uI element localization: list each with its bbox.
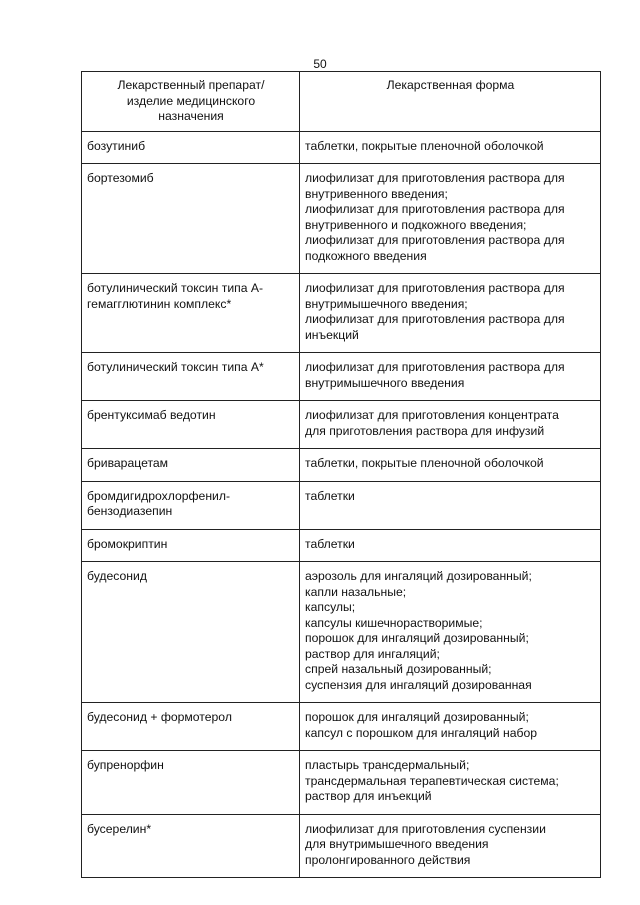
header-form: Лекарственная форма [300,72,601,132]
drug-form: таблетки, покрытые пленочной оболочкой [300,131,601,164]
drug-name: бортезомиб [82,164,300,274]
drug-name: будесонид + формотерол [82,703,300,751]
drug-form: пластырь трансдермальный; трансдермальная терапевтическая система; раствор для инъекций [300,751,601,815]
table-row [82,449,601,482]
table-row [82,401,601,449]
drug-form: лиофилизат для приготовления концентрата для приготовления раствора для инфузий [300,401,601,449]
table-row [82,131,601,164]
drug-name: бриварацетам [82,449,300,482]
table-row [82,562,601,703]
table-header-row [82,72,601,132]
drug-name: бромдигидрохлорфенил- бензодиазепин [82,481,300,529]
page-number: 50 [313,57,327,71]
table-row [82,274,601,353]
drug-form: таблетки, покрытые пленочной оболочкой [300,449,601,482]
drug-forms-table [81,71,601,878]
drug-form: лиофилизат для приготовления раствора для внутривенного введения; лиофилизат для приготовления раствора для внутривенного и подкожного введения; лиофилизат для приготовления раствора для подкожного введения [300,164,601,274]
table-row [82,529,601,562]
drug-form: лиофилизат для приготовления раствора для внутримышечного введения; лиофилизат для приготовления раствора для инъекций [300,274,601,353]
drug-form: таблетки [300,529,601,562]
drug-name: брентуксимаб ведотин [82,401,300,449]
drug-form: аэрозоль для ингаляций дозированный; капли назальные; капсулы; капсулы кишечнорастворимые; порошок для ингаляций дозированный; раствор для ингаляций; спрей назальный дозированный; суспензия для ингаляций дозированная [300,562,601,703]
drug-name: бупренорфин [82,751,300,815]
drug-name: бозутиниб [82,131,300,164]
drug-name: бусерелин* [82,814,300,878]
drug-form: порошок для ингаляций дозированный; капсул с порошком для ингаляций набор [300,703,601,751]
drug-name: ботулинический токсин типа А* [82,353,300,401]
table-row [82,353,601,401]
table-row [82,481,601,529]
table-row [82,751,601,815]
drug-name: ботулинический токсин типа А- гемагглютинин комплекс* [82,274,300,353]
table-row [82,814,601,878]
table-row [82,164,601,274]
header-drug: Лекарственный препарат/ изделие медицинского назначения [82,72,300,132]
table-row [82,703,601,751]
drug-name: будесонид [82,562,300,703]
drug-form: таблетки [300,481,601,529]
drug-form: лиофилизат для приготовления раствора для внутримышечного введения [300,353,601,401]
drug-name: бромокриптин [82,529,300,562]
drug-form: лиофилизат для приготовления суспензии для внутримышечного введения пролонгированного действия [300,814,601,878]
